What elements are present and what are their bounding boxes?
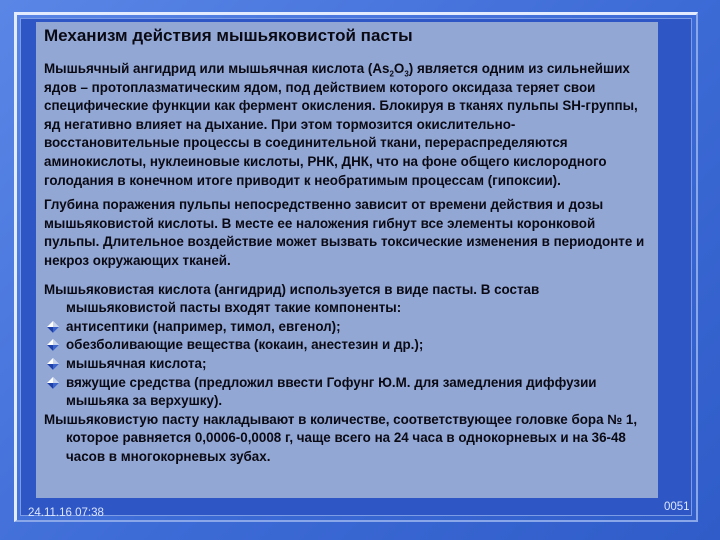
diamond-bullet-icon <box>47 358 59 370</box>
paragraph-composition: Мышьяковистая кислота (ангидрид) используется в виде пасты. В состав мышьяковистой пасты входят такие компоненты: <box>44 281 540 316</box>
paragraph-dosage: Мышьяковистую пасту накладывают в количестве, соответствующее головке бора № 1, которое равняется 0,0006-0,0008 г, чаще всего на 24 часа в однокорневых и на 36-48 часов в многокорневых зубах. <box>44 411 638 464</box>
list-item: вяжущие средства (предложил ввести Гофунг Ю.М. для замедления диффузии мышьяка за верхушку). <box>44 374 650 411</box>
paragraph-depth: Глубина поражения пульпы непосредственно зависит от времени действия и дозы мышьяковистой кислоты. В месте ее наложения гибнут все элементы коронковой пульпы. Длительное воздействие может вызвать токсические изменения в периодонте и некроз окружающих тканей. <box>44 197 645 268</box>
list-item: антисептики (например, тимол, евгенол); <box>44 318 650 337</box>
list-item: обезболивающие вещества (кокаин, анестезин и др.); <box>44 336 650 355</box>
slide-text <box>44 26 650 466</box>
slide-title: Механизм действия мышьяковистой пасты <box>44 26 413 45</box>
slide-number: 0051 <box>664 501 690 513</box>
components-list <box>44 318 650 411</box>
diamond-bullet-icon <box>47 377 59 389</box>
diamond-bullet-icon <box>47 339 59 351</box>
paragraph-mechanism: Мышьячный ангидрид или мышьячная кислота $(As_2O_3)$ является одним из сильнейших ядов – протоплазматическим ядом, под действием которого оксидаза теряет свои специфические функции как фермент окисления. Блокируя в тканях пульпы SH-группы, яд негативно влияет на дыхание. При этом тормозится окислительно-восстановительные процессы в соединительной ткани, перераспределяются аминокислоты, нуклеиновые кислоты, РНК, ДНК, что на фоне общего кислородного голодания в конечном итоге приводит к необратимым процессам (гипоксии). <box>44 61 638 188</box>
footer-date: 24.11.16 07:38 <box>28 507 104 519</box>
list-item: мышьячная кислота; <box>44 355 650 374</box>
diamond-bullet-icon <box>47 321 59 333</box>
